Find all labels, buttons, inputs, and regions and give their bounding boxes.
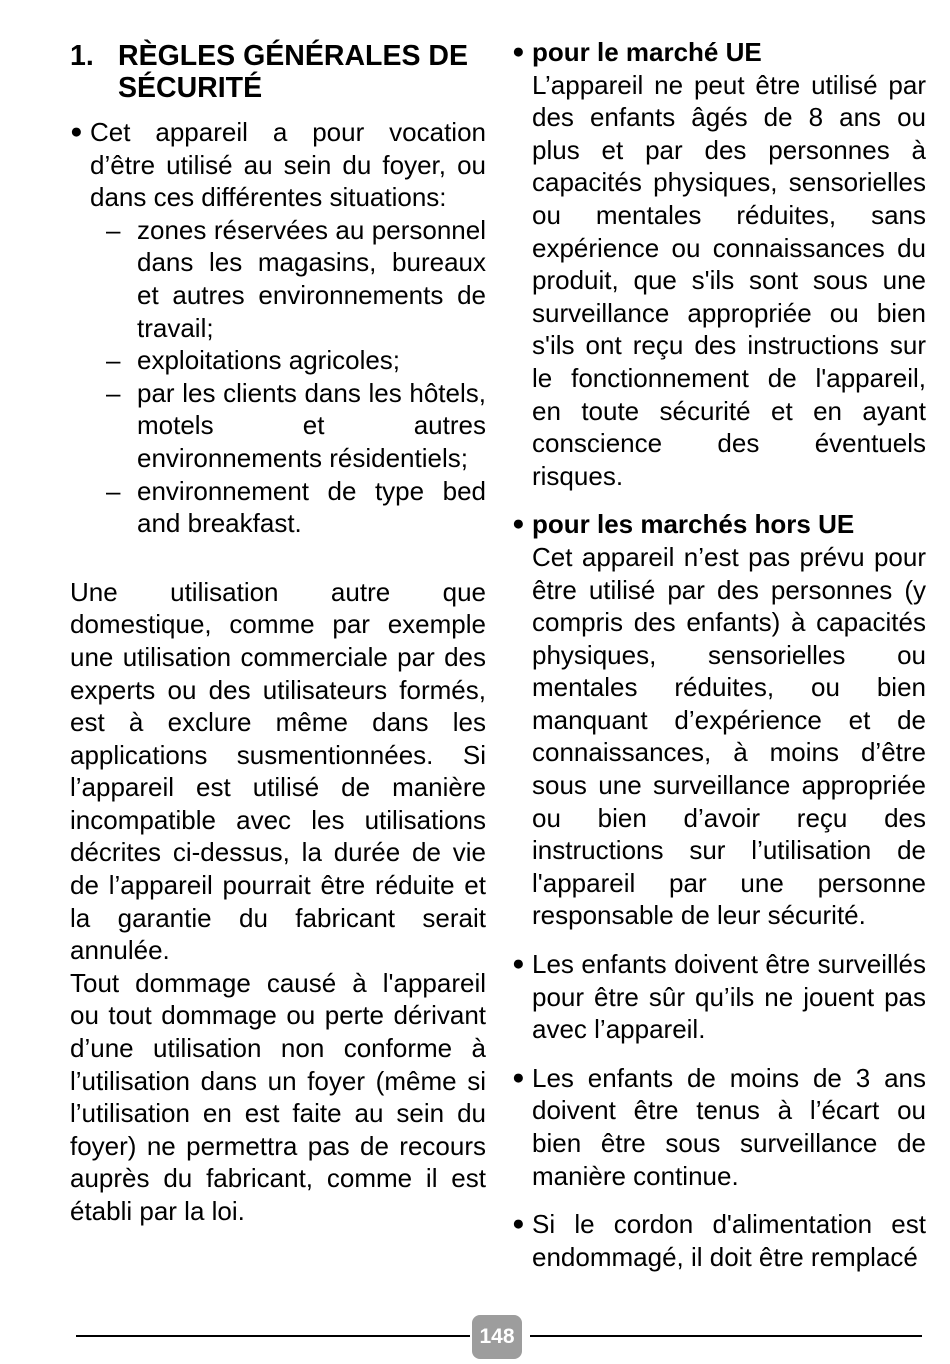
paragraph-damage-liability: Tout dommage causé à l'appareil ou tout dommage ou perte dérivant d’une utilisation non conforme à l’utilisation dans un foyer (même si l’utilisation en est faite au sein du foyer) ne permettra pas de recours auprès du fabricant, comme il est établi par la loi. xyxy=(70,967,486,1226)
left-column xyxy=(70,36,486,1228)
eu-market-text: L’appareil ne peut être utilisé par des enfants âgés de 8 ans ou plus et par des personnes à capacités physiques, sensorielles ou mentales réduites, sans expérience ou connaissances du produit, que s'ils sont sous une surveillance appropriée ou bien s'ils ont reçu des instructions sur le fonctionnement de l'appareil, en toute sécurité et en ayant conscience des éventuels risques. xyxy=(532,69,926,491)
children-under-3-text: Les enfants de moins de 3 ans doivent être tenus à l’écart ou bien être sous surveillance de manière continue. xyxy=(532,1062,926,1191)
sub-item xyxy=(106,377,486,475)
eu-market-bullet xyxy=(512,36,926,492)
sub-item-text: exploitations agricoles; xyxy=(137,345,401,376)
bullet-dot-icon: ● xyxy=(512,1065,525,1089)
intro-bullet xyxy=(70,116,486,214)
bullet-dot-icon: ● xyxy=(512,952,525,976)
bullet-dot-icon: ● xyxy=(512,1212,525,1236)
bullet-dot-icon: ● xyxy=(70,120,83,143)
footer-divider-left xyxy=(76,1335,470,1337)
children-supervision-text: Les enfants doivent être surveillés pour être sûr qu’ils ne jouent pas avec l’appareil. xyxy=(532,949,926,1045)
power-cord-bullet xyxy=(512,1208,926,1273)
heading-text: RÈGLES GÉNÉRALES DE SÉCURITÉ xyxy=(118,40,468,104)
power-cord-text: Si le cordon d'alimentation est endommagé, il doit être remplacé xyxy=(532,1209,926,1272)
heading-number: 1. xyxy=(70,40,94,72)
bullet-dot-icon: ● xyxy=(512,40,525,63)
section-heading xyxy=(70,40,486,104)
sub-item-text: environnement de type bed and breakfast. xyxy=(137,475,486,539)
dash-icon: – xyxy=(106,475,121,506)
dash-icon: – xyxy=(106,214,121,245)
footer-divider-right xyxy=(530,1335,922,1337)
children-under-3-bullet xyxy=(512,1062,926,1192)
sub-item xyxy=(106,475,486,540)
sub-item-text: par les clients dans les hôtels, motels et autres environnements résidentiels; xyxy=(137,377,486,473)
intro-bullet-text: Cet appareil a pour vocation d’être utilisé au sein du foyer, ou dans ces différentes situations: xyxy=(90,117,486,213)
non-eu-market-title: pour les marchés hors UE xyxy=(532,509,855,540)
dash-icon: – xyxy=(106,377,121,408)
dash-icon: – xyxy=(106,345,121,376)
sub-item xyxy=(106,214,486,344)
paragraph-non-domestic-use: Une utilisation autre que domestique, comme par exemple une utilisation commerciale par des experts ou des utilisateurs formés, est à exclure même dans les applications susmentionnées. Si l’appareil est utilisé de manière incompatible avec les utilisations décrites ci-dessus, la durée de vie de l’appareil pourrait être réduite et la garantie du fabricant serait annulée. xyxy=(70,576,486,966)
eu-market-title: pour le marché UE xyxy=(532,37,762,67)
page-number-badge: 148 xyxy=(472,1315,522,1359)
sub-item-text: zones réservées au personnel dans les magasins, bureaux et autres environnements de travail; xyxy=(137,214,486,343)
bullet-dot-icon: ● xyxy=(512,512,525,536)
non-eu-market-bullet xyxy=(512,508,926,932)
children-supervision-bullet xyxy=(512,948,926,1046)
right-column xyxy=(512,36,926,1273)
sub-item xyxy=(106,344,486,377)
non-eu-market-text: Cet appareil n’est pas prévu pour être utilisé par des personnes (y compris des enfants) à capacités physiques, sensorielles ou mentales réduites, ou bien manquant d’expérience et de connaissances, à moins d’être sous une surveillance appropriée ou bien d’avoir reçu des instructions sur l’utilisation de l'appareil par une personne responsable de leur sécurité. xyxy=(532,541,926,931)
